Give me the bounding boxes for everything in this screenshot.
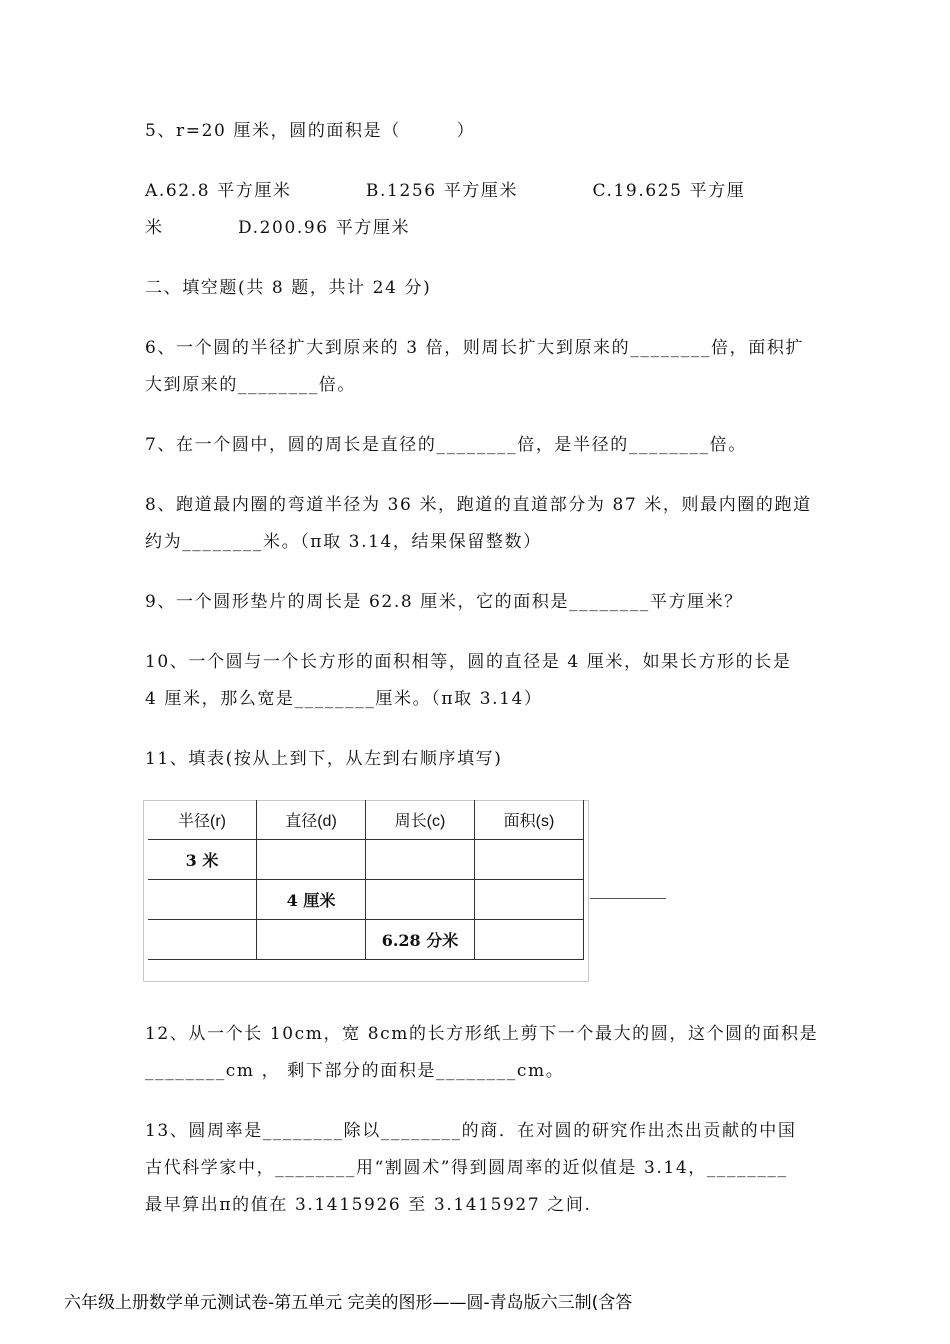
question-13-line1: 13、圆周率是________除以________的商．在对圆的研究作出杰出贡献的中国 xyxy=(145,1121,797,1141)
question-6-line1: 6、一个圆的半径扩大到原来的 3 倍，则周长扩大到原来的________倍，面积扩 xyxy=(145,338,805,358)
header-circumference: 周长(c) xyxy=(366,800,475,840)
question-12-line2: ________cm ， 剩下部分的面积是________cm。 xyxy=(145,1061,565,1081)
header-radius: 半径(r) xyxy=(148,800,257,840)
question-10-line2: 4 厘米，那么宽是________厘米。（π取 3.14） xyxy=(145,689,543,709)
header-diameter: 直径(d) xyxy=(257,800,366,840)
table-cell xyxy=(257,840,366,880)
table-cell: 4 厘米 xyxy=(257,880,366,920)
question-13-line3: 最早算出π的值在 3.1415926 至 3.1415927 之间. xyxy=(145,1195,592,1215)
table-cell xyxy=(257,920,366,960)
table-cell xyxy=(366,880,475,920)
table-cell xyxy=(475,920,584,960)
table-row xyxy=(148,880,584,920)
table-row xyxy=(148,840,584,880)
question-7: 7、在一个圆中，圆的周长是直径的________倍，是半径的________倍。 xyxy=(145,435,747,455)
table-cell: 6.28 分米 xyxy=(366,920,475,960)
table-cell xyxy=(148,920,257,960)
section-2-heading: 二、填空题(共 8 题，共计 24 分) xyxy=(145,278,432,298)
question-10-line1: 10、一个圆与一个长方形的面积相等，圆的直径是 4 厘米，如果长方形的长是 xyxy=(145,652,792,672)
table-cell xyxy=(366,840,475,880)
table-row xyxy=(148,920,584,960)
table-header-row xyxy=(148,800,584,840)
question-11: 11、填表(按从上到下，从左到右顺序填写) xyxy=(145,749,503,769)
table-cell xyxy=(148,880,257,920)
question-5-options-line2: 米 D.200.96 平方厘米 xyxy=(145,218,411,238)
question-8-line2: 约为________米。（π取 3.14，结果保留整数） xyxy=(145,532,542,552)
header-area: 面积(s) xyxy=(475,800,584,840)
document-footer-title: 六年级上册数学单元测试卷-第五单元 完美的图形——圆-青岛版六三制(含答 xyxy=(64,1293,633,1313)
question-6-line2: 大到原来的________倍。 xyxy=(145,375,356,395)
stray-rule xyxy=(590,898,666,899)
question-9: 9、一个圆形垫片的周长是 62.8 厘米，它的面积是________平方厘米？ xyxy=(145,592,743,612)
question-8-line1: 8、跑道最内圈的弯道半径为 36 米，跑道的直道部分为 87 米，则最内圈的跑道 xyxy=(145,495,812,515)
table-cell: 3 米 xyxy=(148,840,257,880)
question-5: 5、r=20 厘米，圆的面积是（ ） xyxy=(145,121,476,141)
fill-in-table xyxy=(148,800,584,960)
table-cell xyxy=(475,840,584,880)
question-5-options-line1: A.62.8 平方厘米 B.1256 平方厘米 C.19.625 平方厘 xyxy=(145,181,746,201)
question-12-line1: 12、从一个长 10cm，宽 8cm的长方形纸上剪下一个最大的圆，这个圆的面积是 xyxy=(145,1024,819,1044)
question-13-line2: 古代科学家中，________用“割圆术”得到圆周率的近似值是 3.14，________ xyxy=(145,1158,788,1178)
table-cell xyxy=(475,880,584,920)
